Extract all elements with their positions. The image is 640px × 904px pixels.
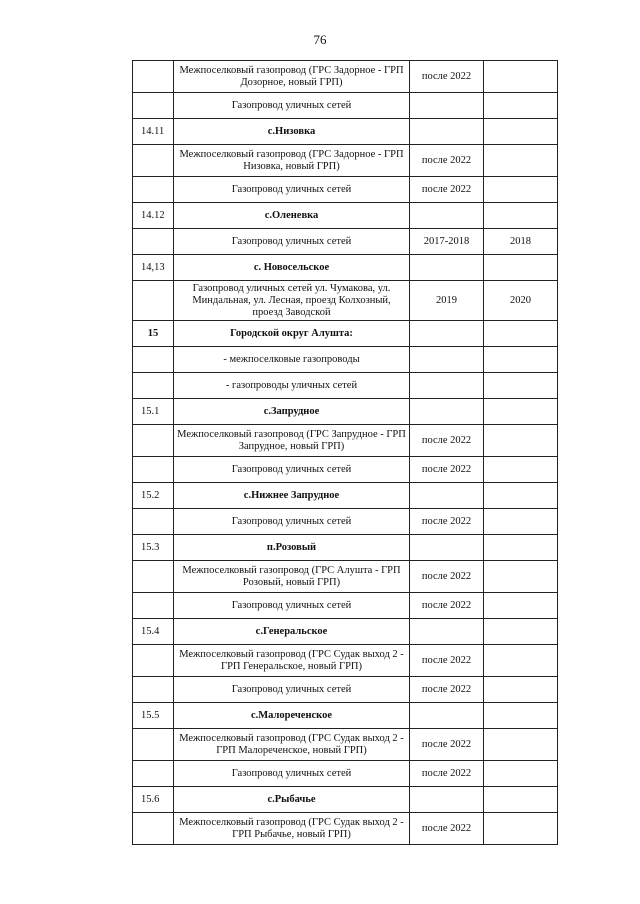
end-period-cell [484,787,558,813]
section-row [133,619,558,645]
row-number-cell [133,229,174,255]
object-name-cell: Межпоселковый газопровод (ГРС Задорное - ГРП Дозорное, новый ГРП) [174,61,410,93]
end-period-cell [484,145,558,177]
row-number-cell [133,761,174,787]
row-number-cell [133,425,174,457]
table-body [133,61,558,845]
start-period-cell: после 2022 [410,425,484,457]
end-period-cell [484,729,558,761]
table-row [133,145,558,177]
table-row [133,813,558,845]
end-period-cell [484,645,558,677]
section-row [133,203,558,229]
end-period-cell [484,399,558,425]
start-period-cell: после 2022 [410,645,484,677]
row-number-cell [133,373,174,399]
object-name-cell: с.Оленевка [174,203,410,229]
row-number-cell [133,457,174,483]
object-name-cell: Межпоселковый газопровод (ГРС Задорное - ГРП Низовка, новый ГРП) [174,145,410,177]
row-number-cell [133,281,174,321]
section-row [133,703,558,729]
start-period-cell [410,703,484,729]
end-period-cell [484,425,558,457]
end-period-cell [484,347,558,373]
district-row [133,321,558,347]
object-name-cell: с.Низовка [174,119,410,145]
end-period-cell [484,593,558,619]
row-number-cell [133,729,174,761]
start-period-cell [410,787,484,813]
row-number-cell [133,561,174,593]
object-name-cell: с.Запрудное [174,399,410,425]
row-number-cell [133,61,174,93]
row-number-cell: 14.11 [133,119,174,145]
row-number-cell [133,813,174,845]
end-period-cell [484,561,558,593]
row-number-cell [133,145,174,177]
end-period-cell: 2018 [484,229,558,255]
row-number-cell [133,509,174,535]
object-name-cell: Газопровод уличных сетей [174,177,410,203]
row-number-cell [133,677,174,703]
start-period-cell: после 2022 [410,61,484,93]
start-period-cell: 2019 [410,281,484,321]
start-period-cell [410,255,484,281]
object-name-cell: - газопроводы уличных сетей [174,373,410,399]
table-row [133,761,558,787]
object-name-cell: Газопровод уличных сетей ул. Чумакова, ул. Миндальная, ул. Лесная, проезд Колхозный, проезд Заводской [174,281,410,321]
object-name-cell: с. Новосельское [174,255,410,281]
object-name-cell: Межпоселковый газопровод (ГРС Судак выход 2 - ГРП Генеральское, новый ГРП) [174,645,410,677]
row-number-cell: 15.2 [133,483,174,509]
table-row [133,729,558,761]
start-period-cell [410,399,484,425]
start-period-cell: после 2022 [410,593,484,619]
table-row [133,645,558,677]
start-period-cell: после 2022 [410,177,484,203]
section-row [133,119,558,145]
row-number-cell: 15.5 [133,703,174,729]
object-name-cell: Межпоселковый газопровод (ГРС Алушта - ГРП Розовый, новый ГРП) [174,561,410,593]
table-row [133,347,558,373]
table-row [133,61,558,93]
start-period-cell [410,119,484,145]
end-period-cell [484,255,558,281]
end-period-cell [484,321,558,347]
object-name-cell: с.Малореченское [174,703,410,729]
table-row [133,509,558,535]
row-number-cell: 15.6 [133,787,174,813]
start-period-cell: после 2022 [410,761,484,787]
object-name-cell: Газопровод уличных сетей [174,761,410,787]
section-row [133,535,558,561]
end-period-cell [484,373,558,399]
object-name-cell: Газопровод уличных сетей [174,677,410,703]
table-row [133,561,558,593]
table-row [133,425,558,457]
start-period-cell: после 2022 [410,457,484,483]
row-number-cell: 15 [133,321,174,347]
object-name-cell: с.Рыбачье [174,787,410,813]
start-period-cell [410,93,484,119]
section-row [133,787,558,813]
row-number-cell [133,347,174,373]
end-period-cell [484,93,558,119]
object-name-cell: Межпоселковый газопровод (ГРС Запрудное - ГРП Запрудное, новый ГРП) [174,425,410,457]
object-name-cell: с.Генеральское [174,619,410,645]
row-number-cell [133,93,174,119]
end-period-cell [484,61,558,93]
object-name-cell: Газопровод уличных сетей [174,229,410,255]
table-row [133,229,558,255]
row-number-cell: 14,13 [133,255,174,281]
row-number-cell: 15.1 [133,399,174,425]
row-number-cell [133,177,174,203]
end-period-cell [484,509,558,535]
table-row [133,281,558,321]
section-row [133,255,558,281]
end-period-cell [484,703,558,729]
end-period-cell [484,457,558,483]
row-number-cell: 15.4 [133,619,174,645]
end-period-cell [484,483,558,509]
table-row [133,457,558,483]
end-period-cell [484,203,558,229]
end-period-cell [484,677,558,703]
row-number-cell [133,645,174,677]
end-period-cell [484,119,558,145]
start-period-cell: после 2022 [410,561,484,593]
start-period-cell [410,347,484,373]
table-row [133,677,558,703]
end-period-cell [484,761,558,787]
object-name-cell: с.Нижнее Запрудное [174,483,410,509]
end-period-cell: 2020 [484,281,558,321]
start-period-cell: после 2022 [410,509,484,535]
start-period-cell [410,373,484,399]
end-period-cell [484,177,558,203]
page-number: 76 [313,32,327,47]
start-period-cell: 2017-2018 [410,229,484,255]
start-period-cell [410,483,484,509]
end-period-cell [484,813,558,845]
end-period-cell [484,535,558,561]
start-period-cell: после 2022 [410,677,484,703]
row-number-cell: 14.12 [133,203,174,229]
start-period-cell: после 2022 [410,813,484,845]
start-period-cell [410,535,484,561]
row-number-cell: 15.3 [133,535,174,561]
end-period-cell [484,619,558,645]
table-row [133,373,558,399]
start-period-cell: после 2022 [410,729,484,761]
gasification-table [132,60,558,845]
section-row [133,483,558,509]
object-name-cell: п.Розовый [174,535,410,561]
start-period-cell [410,321,484,347]
object-name-cell: Межпоселковый газопровод (ГРС Судак выход 2 - ГРП Малореченское, новый ГРП) [174,729,410,761]
object-name-cell: Городской округ Алушта: [174,321,410,347]
table-row [133,93,558,119]
section-row [133,399,558,425]
table-row [133,593,558,619]
start-period-cell: после 2022 [410,145,484,177]
start-period-cell [410,203,484,229]
start-period-cell [410,619,484,645]
table-row [133,177,558,203]
object-name-cell: Межпоселковый газопровод (ГРС Судак выход 2 - ГРП Рыбачье, новый ГРП) [174,813,410,845]
object-name-cell: Газопровод уличных сетей [174,457,410,483]
object-name-cell: Газопровод уличных сетей [174,593,410,619]
row-number-cell [133,593,174,619]
object-name-cell: Газопровод уличных сетей [174,509,410,535]
object-name-cell: Газопровод уличных сетей [174,93,410,119]
object-name-cell: - межпоселковые газопроводы [174,347,410,373]
